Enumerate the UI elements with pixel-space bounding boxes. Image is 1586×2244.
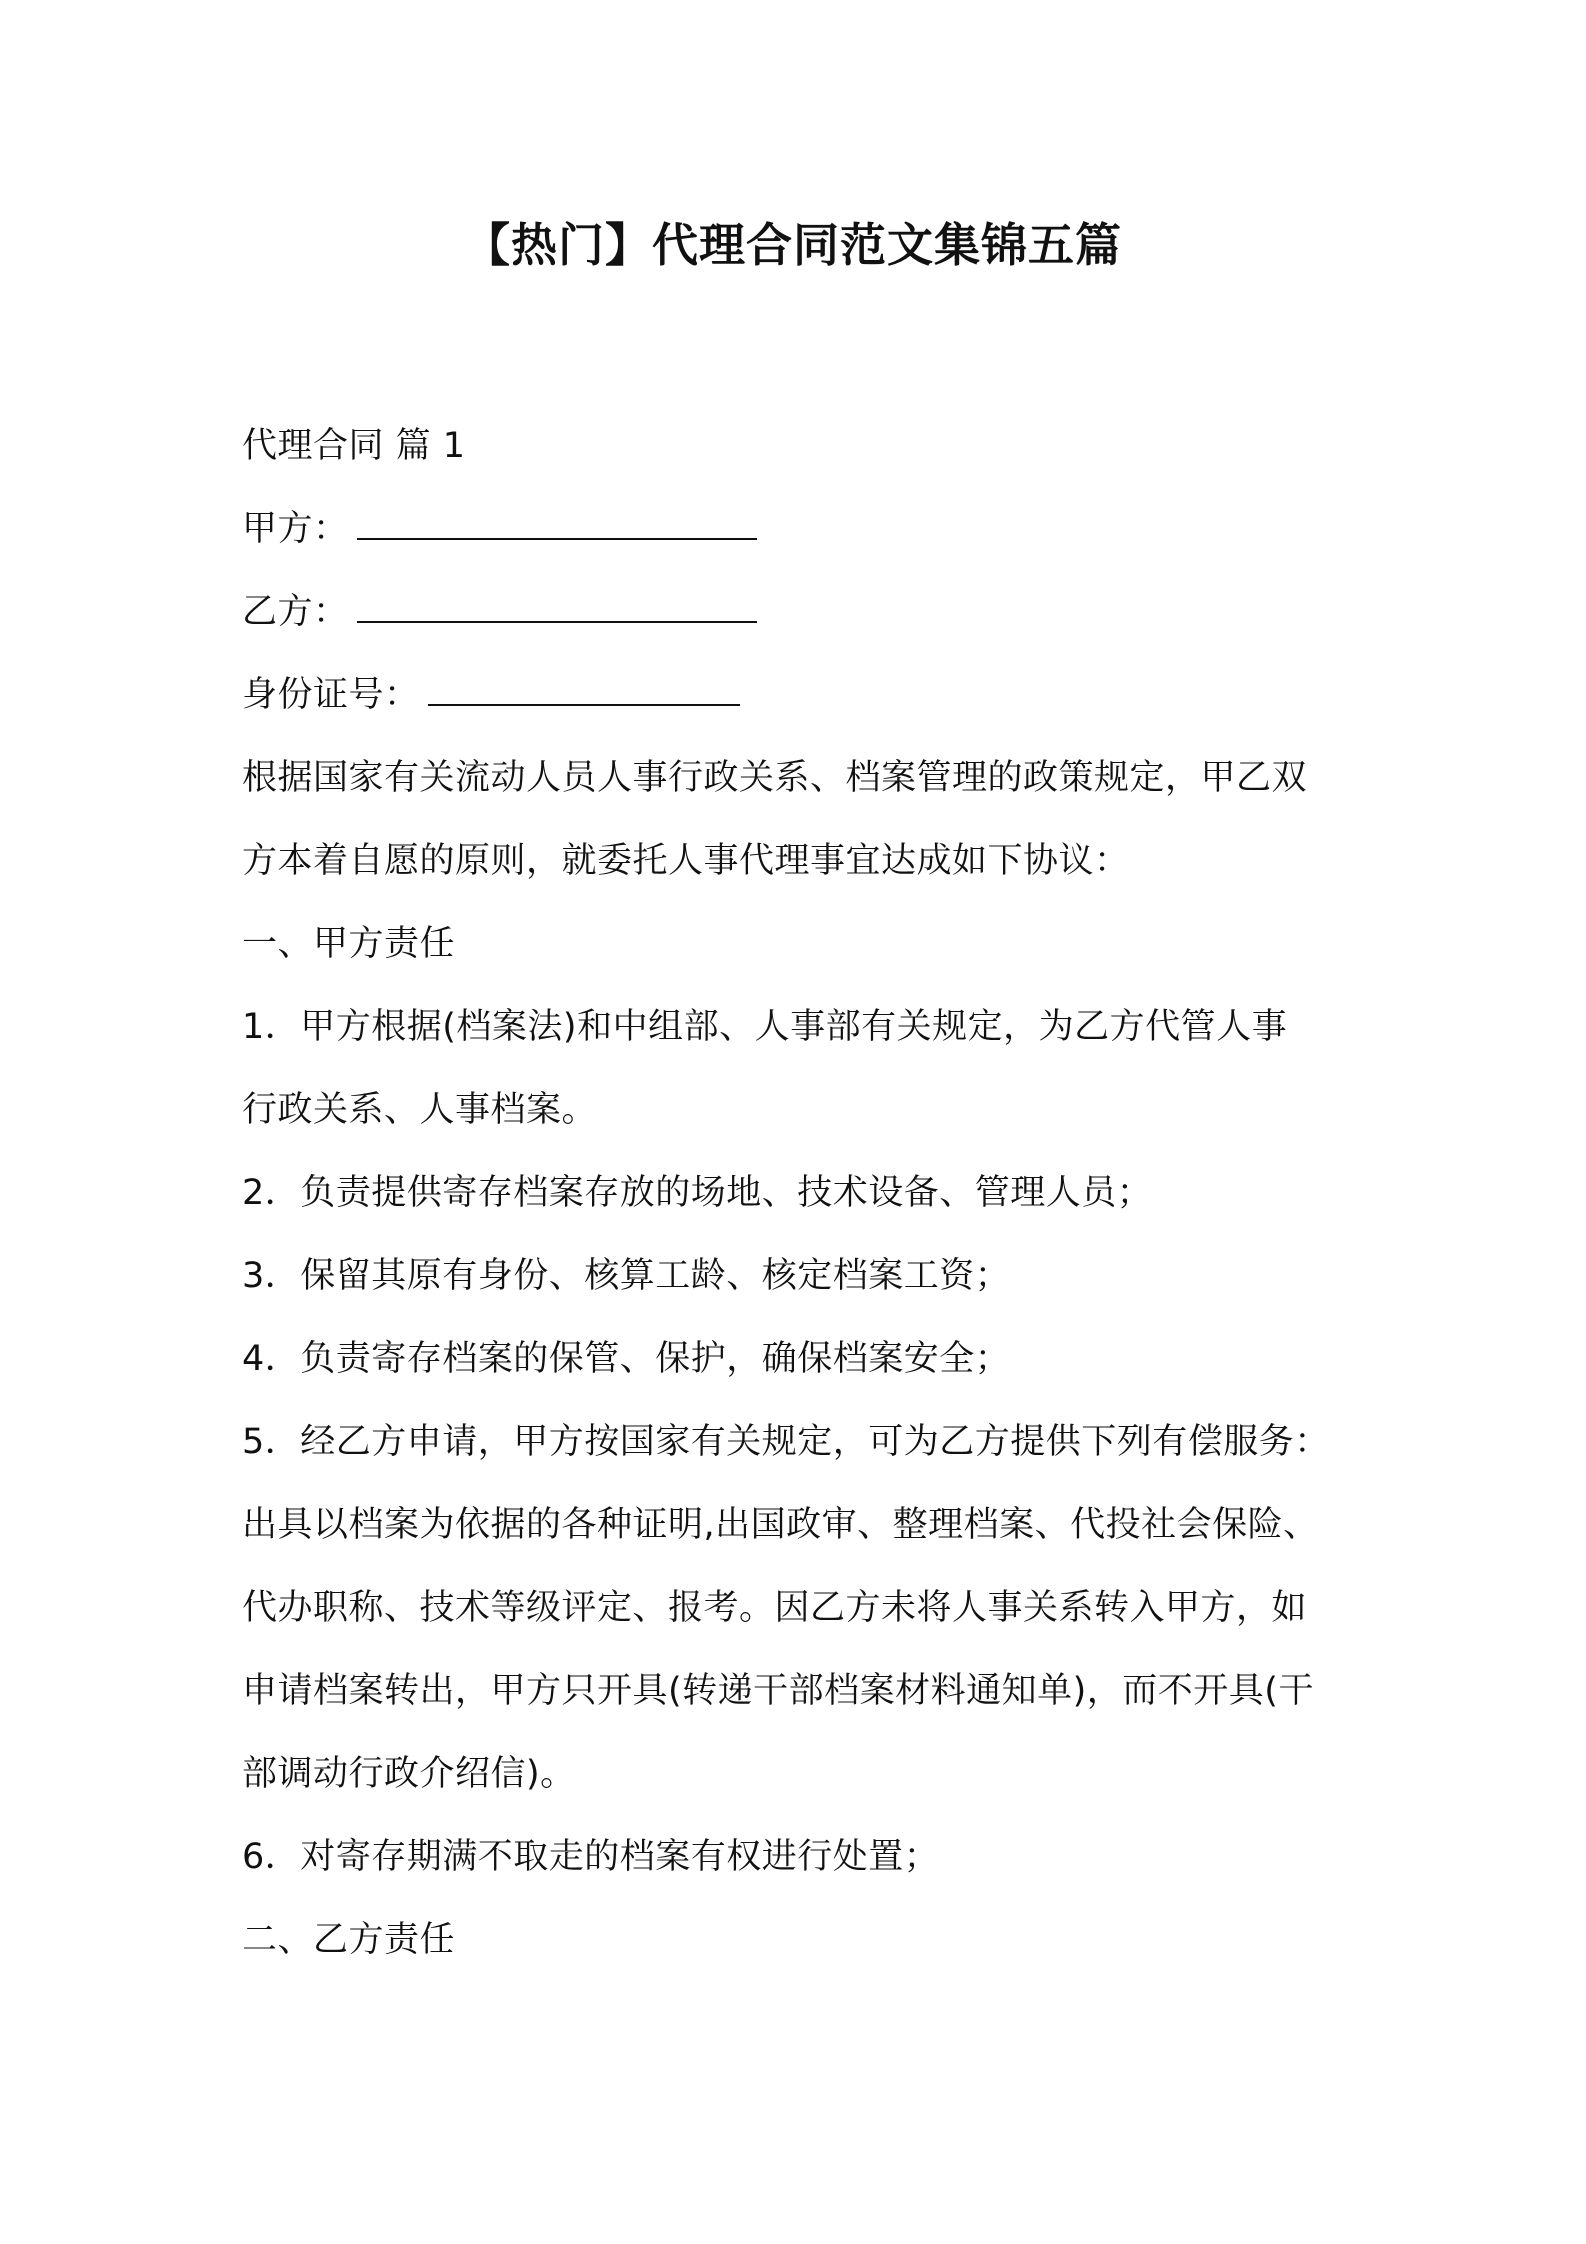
section-heading: 代理合同 篇 1 (242, 426, 466, 466)
clause-2: 2．负责提供寄存档案存放的场地、技术设备、管理人员； (242, 1173, 1153, 1213)
party-a-label: 甲方： (242, 509, 349, 549)
clause-5-line: 5．经乙方申请，甲方按国家有关规定，可为乙方提供下列有偿服务： (242, 1422, 1330, 1462)
clause-3: 3．保留其原有身份、核算工龄、核定档案工资； (242, 1256, 1011, 1296)
clause-5-line: 部调动行政介绍信)。 (242, 1754, 576, 1794)
document-body (242, 405, 1362, 1982)
party-b-line (242, 571, 1362, 654)
id-number-line (242, 654, 1362, 737)
clause-1-line: 1．甲方根据(档案法)和中组部、人事部有关规定，为乙方代管人事 (242, 1007, 1288, 1047)
id-number-label: 身份证号： (242, 675, 420, 715)
clause-4: 4．负责寄存档案的保管、保护，确保档案安全； (242, 1339, 1011, 1379)
intro-paragraph-line: 方本着自愿的原则，就委托人事代理事宜达成如下协议： (242, 841, 1130, 881)
document-title: 【热门】代理合同范文集锦五篇 (464, 218, 1122, 272)
id-number-blank (428, 668, 740, 706)
clause-5-line: 出具以档案为依据的各种证明,出国政审、整理档案、代投社会保险、 (242, 1505, 1319, 1545)
party-a-line (242, 488, 1362, 571)
intro-paragraph-line: 根据国家有关流动人员人事行政关系、档案管理的政策规定，甲乙双 (242, 758, 1308, 798)
party-b-blank (357, 585, 757, 623)
party-a-blank (357, 502, 757, 540)
clause-5-line: 申请档案转出，甲方只开具(转递干部档案材料通知单)，而不开具(干 (242, 1671, 1314, 1711)
clause-6: 6．对寄存期满不取走的档案有权进行处置； (242, 1837, 940, 1877)
party-b-label: 乙方： (242, 592, 349, 632)
party-b-responsibility-heading: 二、乙方责任 (242, 1920, 456, 1960)
clause-5-line: 代办职称、技术等级评定、报考。因乙方未将人事关系转入甲方，如 (242, 1588, 1308, 1628)
party-a-responsibility-heading: 一、甲方责任 (242, 924, 456, 964)
clause-1-line: 行政关系、人事档案。 (242, 1090, 598, 1130)
